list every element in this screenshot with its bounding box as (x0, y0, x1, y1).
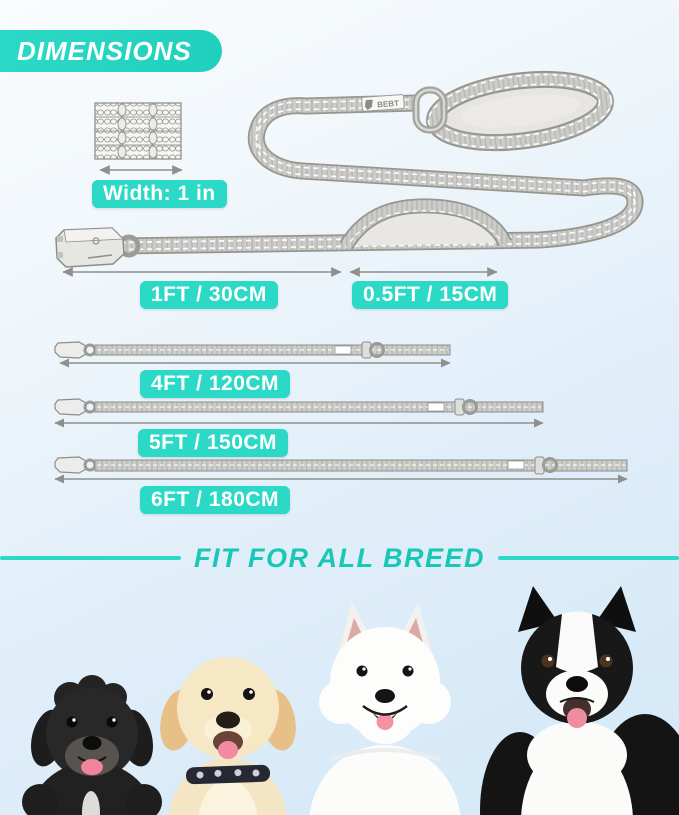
leash-variant-row-5ft (55, 399, 543, 423)
dog-border-collie (480, 586, 679, 815)
variant-badge-4ft: 4FT / 120CM (140, 370, 290, 398)
segment-badge-1ft: 1FT / 30CM (140, 281, 278, 309)
puppy-collar (186, 765, 271, 785)
heading-left-rule (0, 556, 181, 560)
brand-patch (362, 94, 405, 111)
main-leash (56, 65, 635, 272)
traffic-handle (346, 206, 505, 246)
leash-handle-loop (424, 65, 615, 157)
dog-white-samoyed (309, 602, 461, 815)
leash-variant-row-6ft (55, 457, 627, 479)
brand-patch-text: BEBT (376, 98, 400, 110)
leash-variant-row-4ft (55, 342, 450, 363)
heading-text: FIT FOR ALL BREED (194, 542, 485, 573)
segment-badge-05ft: 0.5FT / 15CM (352, 281, 508, 309)
dimensions-banner: DIMENSIONS (0, 30, 222, 72)
width-badge: Width: 1 in (92, 180, 227, 208)
dog-golden-retriever-puppy (155, 657, 301, 815)
webbing-closeup-swatch (95, 103, 181, 159)
fit-for-all-breed-heading (0, 543, 679, 573)
heading-right-rule (498, 556, 679, 560)
dog-small-black-doodle (22, 675, 162, 815)
variant-badge-6ft: 6FT / 180CM (140, 486, 290, 514)
variant-badge-5ft: 5FT / 150CM (138, 429, 288, 457)
dogs-photo-strip (0, 570, 679, 815)
